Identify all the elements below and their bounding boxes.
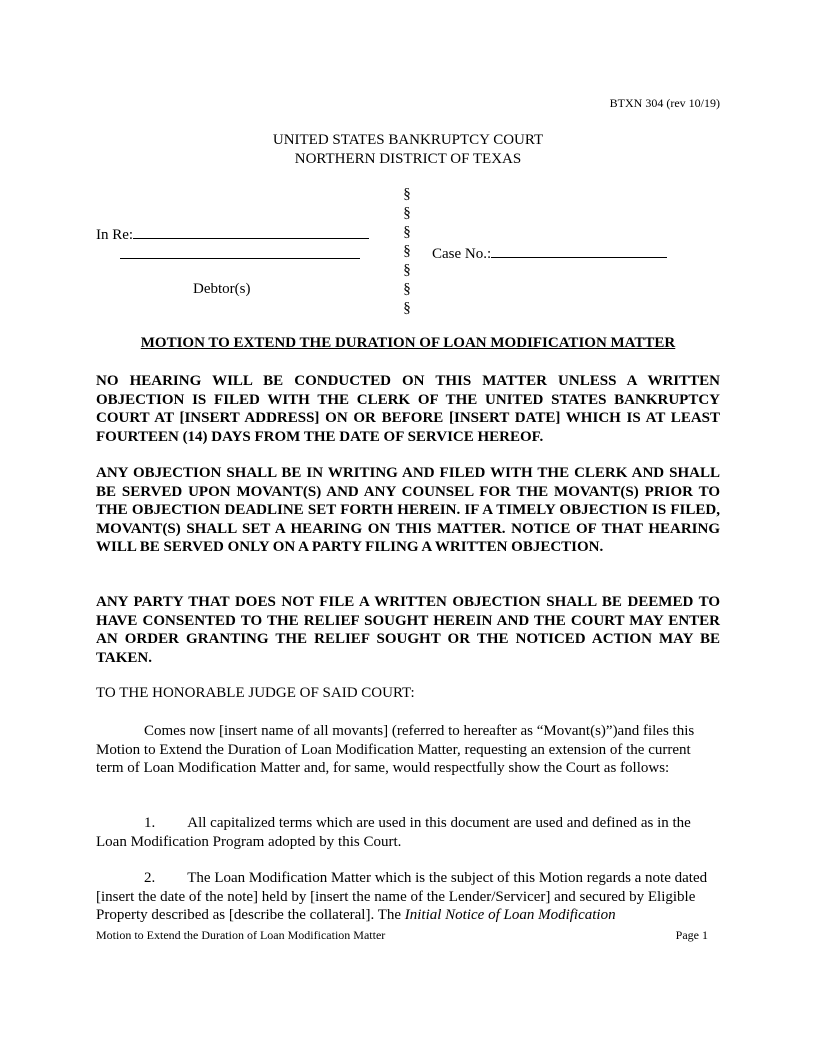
footer-page-number: Page 1 [675, 928, 708, 942]
paragraph-text: The Loan Modification Matter which is the subject of this Motion regards a note dated [insert the date of the note] held by [insert the name of the Lender/Servicer] and secured by Eligible Property described as [describe the collateral]. The [96, 870, 708, 923]
section-symbol: § [403, 262, 411, 278]
in-re-blank[interactable] [133, 224, 369, 239]
case-no-label: Case No.: [432, 246, 492, 262]
debtor-label: Debtor(s) [193, 281, 251, 297]
section-symbol: § [403, 281, 411, 297]
in-re-label: In Re: [96, 227, 134, 243]
case-no-line [432, 243, 667, 263]
court-district: NORTHERN DISTRICT OF TEXAS [294, 151, 522, 167]
numbered-paragraph-2 [96, 869, 720, 925]
salutation: TO THE HONORABLE JUDGE OF SAID COURT: [96, 685, 415, 701]
section-symbol: § [403, 205, 411, 221]
in-re-line [96, 224, 369, 244]
notice-paragraph-objection: ANY OBJECTION SHALL BE IN WRITING AND FILED WITH THE CLERK AND SHALL BE SERVED UPON MOVANT(S) AND ANY COUNSEL FOR THE MOVANT(S) PRIOR TO THE OBJECTION DEADLINE SET FORTH HEREIN. IF A TIMELY OBJECTION IS FILED, MOVANT(S) SHALL SET A HEARING ON THIS MATTER. NOTICE OF THAT HEARING WILL BE SERVED ONLY ON A PARTY FILING A WRITTEN OBJECTION. [96, 465, 720, 555]
notice-paragraph-hearing: NO HEARING WILL BE CONDUCTED ON THIS MATTER UNLESS A WRITTEN OBJECTION IS FILED WITH THE CLERK OF THE UNITED STATES BANKRUPTCY COURT AT [INSERT ADDRESS] ON OR BEFORE [INSERT DATE] WHICH IS AT LEAST FOURTEEN (14) DAYS FROM THE DATE OF SERVICE HEREOF. [96, 373, 720, 445]
paragraph-text: All capitalized terms which are used in this document are used and defined as in the Loan Modification Program adopted by this Court. [96, 815, 691, 850]
intro-paragraph: Comes now [insert name of all movants] (referred to hereafter as “Movant(s)”)and files this Motion to Extend the Duration of Loan Modification Matter, requesting an extension of the current term of Loan Modification Matter and, for same, would respectfully show the Court as follows: [96, 723, 695, 776]
section-symbol: § [403, 224, 411, 240]
paragraph-number: 2. [144, 870, 156, 886]
numbered-paragraph-1 [96, 814, 720, 851]
footer-title: Motion to Extend the Duration of Loan Modification Matter [96, 928, 386, 942]
section-symbol: § [403, 300, 411, 316]
notice-paragraph-consent: ANY PARTY THAT DOES NOT FILE A WRITTEN OBJECTION SHALL BE DEEMED TO HAVE CONSENTED TO THE RELIEF SOUGHT HEREIN AND THE COURT MAY ENTER AN ORDER GRANTING THE RELIEF SOUGHT OR THE NOTICED ACTION MAY BE TAKEN. [96, 594, 720, 666]
document-title: MOTION TO EXTEND THE DURATION OF LOAN MODIFICATION MATTER [140, 335, 676, 351]
case-no-blank[interactable] [491, 243, 667, 258]
paragraph-italic-text: Initial Notice of Loan Modification [404, 907, 616, 923]
paragraph-number: 1. [144, 815, 156, 831]
debtor-name-blank[interactable] [120, 244, 360, 259]
court-name: UNITED STATES BANKRUPTCY COURT [272, 132, 544, 148]
section-symbol: § [403, 186, 411, 202]
section-symbol: § [403, 243, 411, 259]
form-number: BTXN 304 (rev 10/19) [609, 96, 720, 110]
